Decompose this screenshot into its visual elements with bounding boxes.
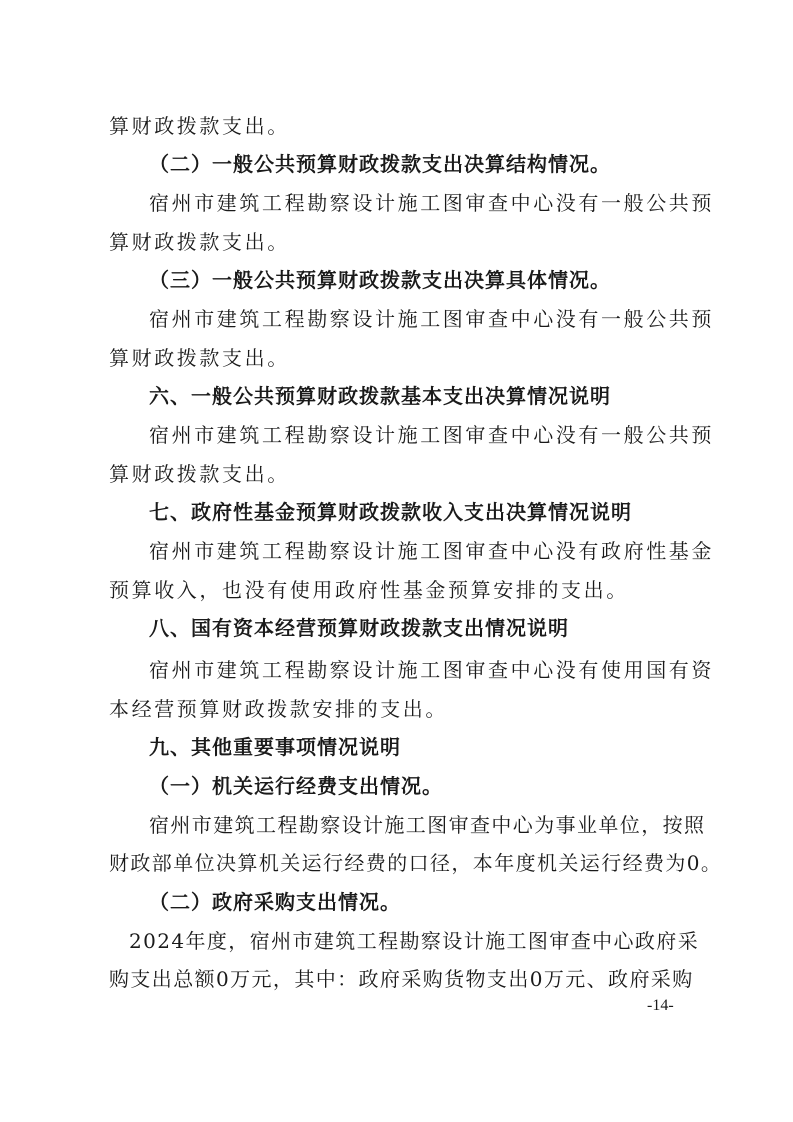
section-heading: （一）机关运行经费支出情况。 xyxy=(149,774,443,798)
section-heading: （二）政府采购支出情况。 xyxy=(149,890,401,914)
body-text-line: 预算收入，也没有使用政府性基金预算安排的支出。 xyxy=(109,578,629,602)
body-text-line: 算财政拨款支出。 xyxy=(109,230,290,254)
body-text-line: 财政部单位决算机关运行经费的口径，本年度机关运行经费为0。 xyxy=(109,851,723,875)
section-heading: 七、政府性基金预算财政拨款收入支出决算情况说明 xyxy=(149,500,632,524)
body-text-line: 宿州市建筑工程勘察设计施工图审查中心没有一般公共预 xyxy=(149,191,714,215)
section-heading: 九、其他重要事项情况说明 xyxy=(149,735,401,759)
body-text-line: 宿州市建筑工程勘察设计施工图审查中心没有政府性基金 xyxy=(149,539,714,563)
section-heading: （三）一般公共预算财政拨款支出决算具体情况。 xyxy=(149,268,611,292)
body-text-line: 算财政拨款支出。 xyxy=(109,346,290,370)
body-text-line: 算财政拨款支出。 xyxy=(109,462,290,486)
page-number: -14- xyxy=(647,997,674,1014)
section-heading: （二）一般公共预算财政拨款支出决算结构情况。 xyxy=(149,152,611,176)
body-text-line: 宿州市建筑工程勘察设计施工图审查中心为事业单位，按照 xyxy=(149,813,706,837)
body-text-line: 购支出总额0万元，其中：政府采购货物支出0万元、政府采购 xyxy=(109,967,694,991)
body-text-line: 本经营预算财政拨款安排的支出。 xyxy=(109,697,448,721)
body-text-line: 宿州市建筑工程勘察设计施工图审查中心没有使用国有资 xyxy=(149,658,714,682)
body-text-line: 2024年度，宿州市建筑工程勘察设计施工图审查中心政府采 xyxy=(129,929,700,953)
body-text-line: 宿州市建筑工程勘察设计施工图审查中心没有一般公共预 xyxy=(149,307,714,331)
body-text-line: 宿州市建筑工程勘察设计施工图审查中心没有一般公共预 xyxy=(149,423,714,447)
section-heading: 六、一般公共预算财政拨款基本支出决算情况说明 xyxy=(149,384,611,408)
body-text-line: 算财政拨款支出。 xyxy=(109,114,290,138)
section-heading: 八、国有资本经营预算财政拨款支出情况说明 xyxy=(149,616,569,640)
